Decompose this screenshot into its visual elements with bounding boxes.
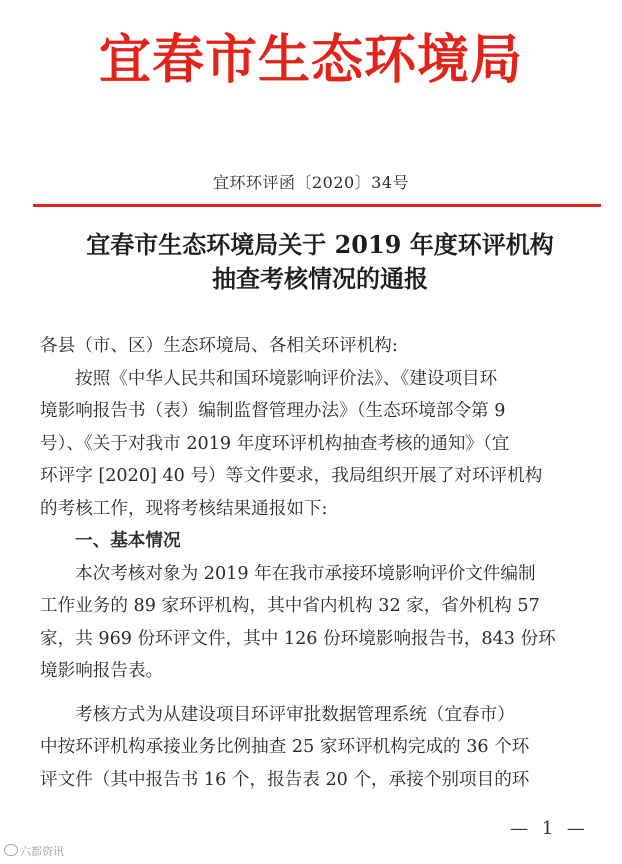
notice-title-line-1: 宜春市生态环境局关于 2019 年度环评机构 bbox=[86, 230, 554, 259]
source-watermark bbox=[4, 843, 64, 859]
watermark-logo-icon bbox=[4, 844, 18, 856]
notice-title bbox=[40, 228, 600, 296]
paragraph-1-line: 环评字 [2020] 40 号）等文件要求，我局组织开展了对环评机构 bbox=[40, 466, 543, 486]
paragraph-3-line: 评文件（其中报告书 16 个，报告表 20 个，承接个别项目的环 bbox=[40, 769, 530, 790]
section-heading-basic-info: 一、基本情况 bbox=[75, 531, 181, 551]
paragraph-2-line: 本次考核对象为 2019 年在我市承接环境影响评价文件编制 bbox=[75, 563, 536, 584]
page-number: — 1 — bbox=[510, 818, 589, 839]
paragraph-1-line: 的考核工作，现将考核结果通报如下: bbox=[40, 498, 328, 519]
paragraph-1-line: 号）、《关于对我市 2019 年度环评机构抽查考核的通知》（宜 bbox=[40, 433, 510, 454]
paragraph-1-line: 按照《中华人民共和国环境影响评价法》、《建设项目环 bbox=[75, 368, 498, 389]
paragraph-3-line: 中按环评机构承接业务比例抽查 25 家环评机构完成的 36 个环 bbox=[40, 737, 530, 757]
letterhead-title: 宜春市生态环境局 bbox=[98, 29, 523, 91]
red-divider-line bbox=[33, 204, 601, 207]
document-body bbox=[40, 330, 600, 796]
document-number: 宜环环评函〔2020〕34号 bbox=[212, 173, 410, 192]
salutation: 各县（市、区）生态环境局、各相关环评机构: bbox=[40, 336, 398, 356]
watermark-text: 六都资讯 bbox=[20, 845, 64, 858]
paragraph-1-line: 境影响报告书（表）编制监督管理办法》（生态环境部令第 9 bbox=[40, 401, 506, 421]
paragraph-2-line: 工作业务的 89 家环评机构，其中省内机构 32 家，省外机构 57 bbox=[40, 596, 540, 616]
paragraph-2-line: 境影响报告表。 bbox=[40, 661, 164, 681]
notice-title-line-2: 抽查考核情况的通报 bbox=[212, 264, 428, 293]
paragraph-3-line: 考核方式为从建设项目环评审批数据管理系统（宜春市） bbox=[75, 704, 515, 725]
paragraph-2-line: 家，共 969 份环评文件，其中 126 份环境影响报告书，843 份环 bbox=[40, 628, 556, 649]
